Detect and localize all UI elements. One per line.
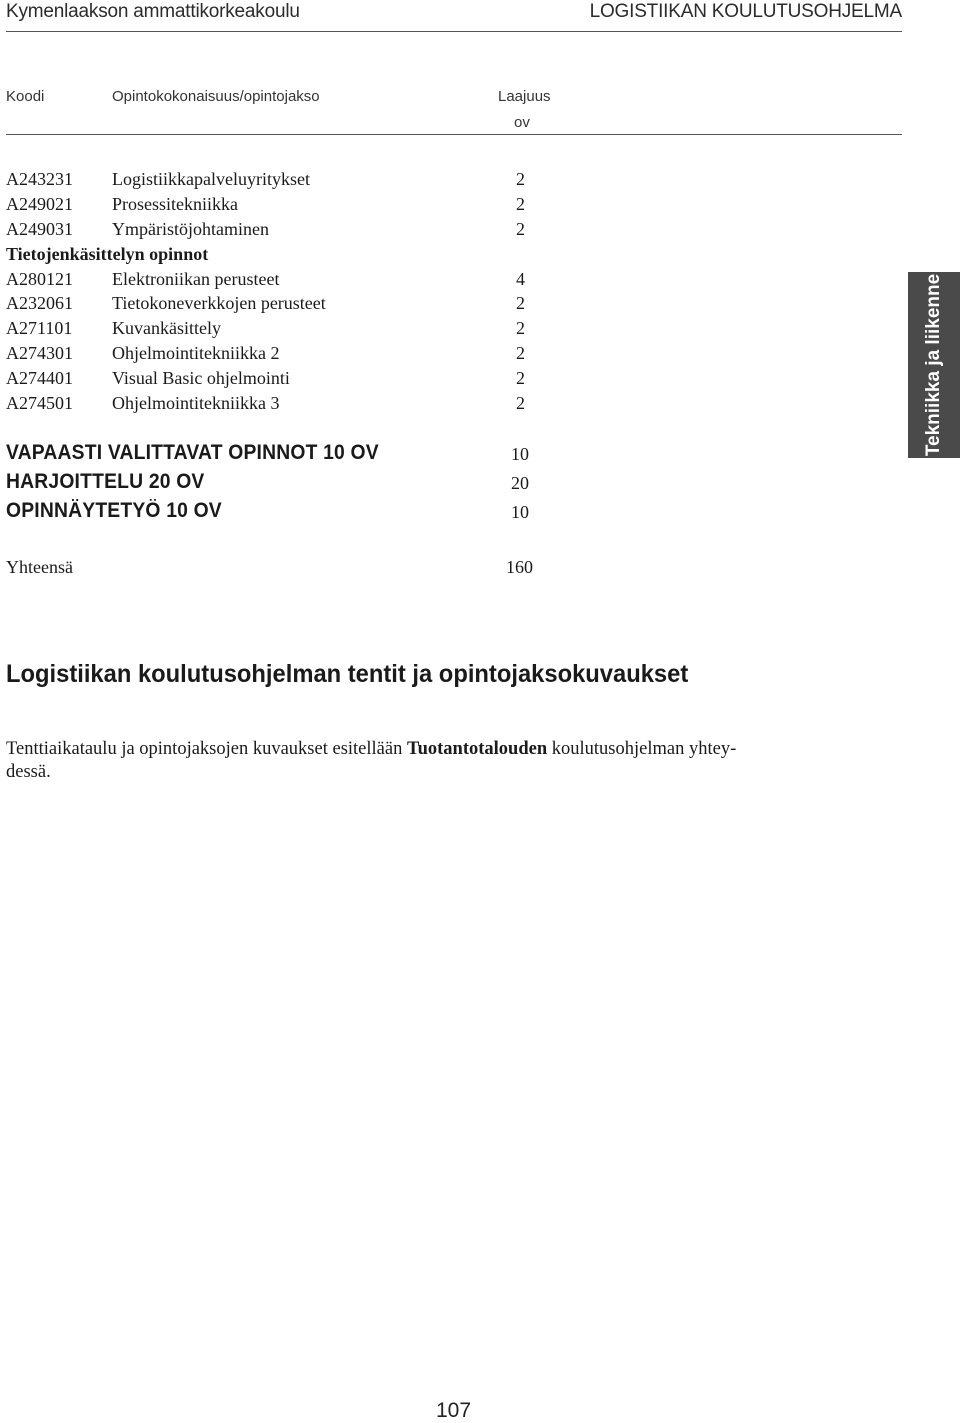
course-row — [6, 267, 546, 292]
course-name: Ohjelmointitekniikka 3 — [112, 393, 280, 413]
course-code: A271101 — [6, 318, 73, 338]
course-name: Visual Basic ohjelmointi — [112, 368, 290, 388]
total-label: Yhteensä — [6, 557, 73, 577]
course-credits: 4 — [516, 269, 525, 289]
course-credits: 2 — [516, 169, 525, 189]
side-tab-label: Tekniikka ja liikenne — [923, 273, 944, 457]
column-header-scope: Laajuus — [498, 88, 551, 105]
course-row — [6, 366, 546, 391]
body-text-line2: dessä. — [6, 762, 51, 782]
course-row — [6, 291, 546, 316]
course-credits: 2 — [516, 343, 525, 363]
course-row — [6, 391, 546, 416]
elective-row — [6, 438, 546, 467]
header-institution: Kymenlaakson ammattikorkeakoulu — [6, 1, 300, 22]
elective-credits: 10 — [511, 444, 529, 464]
column-header-code: Koodi — [6, 88, 45, 105]
course-row — [6, 341, 546, 366]
group-heading: Tietojenkäsittelyn opinnot — [6, 244, 209, 264]
course-name: Prosessitekniikka — [112, 194, 238, 214]
side-tab — [908, 272, 960, 458]
course-code: A274301 — [6, 343, 73, 363]
course-row — [6, 316, 546, 341]
course-row — [6, 217, 546, 242]
course-code: A280121 — [6, 269, 73, 289]
course-credits: 2 — [516, 368, 525, 388]
course-code: A274501 — [6, 393, 73, 413]
course-name: Ohjelmointitekniikka 2 — [112, 343, 280, 363]
course-code: A249031 — [6, 219, 73, 239]
section-title: Logistiikan koulutusohjelman tentit ja opintojaksokuvaukset — [6, 660, 689, 688]
header-program: LOGISTIIKAN KOULUTUSOHJELMA — [589, 1, 902, 22]
body-text-before: Tenttiaikataulu ja opintojaksojen kuvaukset esitellään — [6, 739, 407, 759]
course-name: Logistiikkapalveluyritykset — [112, 169, 310, 189]
course-credits: 2 — [516, 318, 525, 338]
course-row — [6, 192, 546, 217]
elective-label: HARJOITTELU 20 OV — [6, 470, 205, 493]
course-code: A243231 — [6, 169, 73, 189]
elective-credits: 20 — [511, 473, 529, 493]
course-name: Tietokoneverkkojen perusteet — [112, 293, 326, 313]
column-header-unit: ov — [514, 114, 530, 131]
elective-row — [6, 467, 546, 496]
elective-label: OPINNÄYTETYÖ 10 OV — [6, 499, 222, 522]
course-credits: 2 — [516, 219, 525, 239]
course-code: A232061 — [6, 293, 73, 313]
course-code: A249021 — [6, 194, 73, 214]
body-text-bold: Tuotantotalouden — [406, 739, 548, 759]
total-row — [6, 555, 546, 580]
course-row — [6, 167, 546, 192]
total-credits: 160 — [506, 557, 533, 577]
course-code: A274401 — [6, 368, 73, 388]
column-header-course: Opintokokonaisuus/opintojakso — [112, 88, 320, 105]
page-number: 107 — [436, 1399, 472, 1422]
table-header-rule — [6, 134, 902, 135]
course-credits: 2 — [516, 194, 525, 214]
elective-credits: 10 — [511, 502, 529, 522]
course-credits: 2 — [516, 293, 525, 313]
body-paragraph — [6, 738, 906, 784]
elective-label: VAPAASTI VALITTAVAT OPINNOT 10 OV — [6, 441, 379, 464]
course-name: Ympäristöjohtaminen — [112, 219, 269, 239]
elective-row — [6, 496, 546, 525]
header-rule — [6, 31, 902, 32]
course-name: Kuvankäsittely — [112, 318, 221, 338]
course-credits: 2 — [516, 393, 525, 413]
body-text-after: koulutusohjelman yhtey- — [547, 739, 737, 759]
course-name: Elektroniikan perusteet — [112, 269, 280, 289]
